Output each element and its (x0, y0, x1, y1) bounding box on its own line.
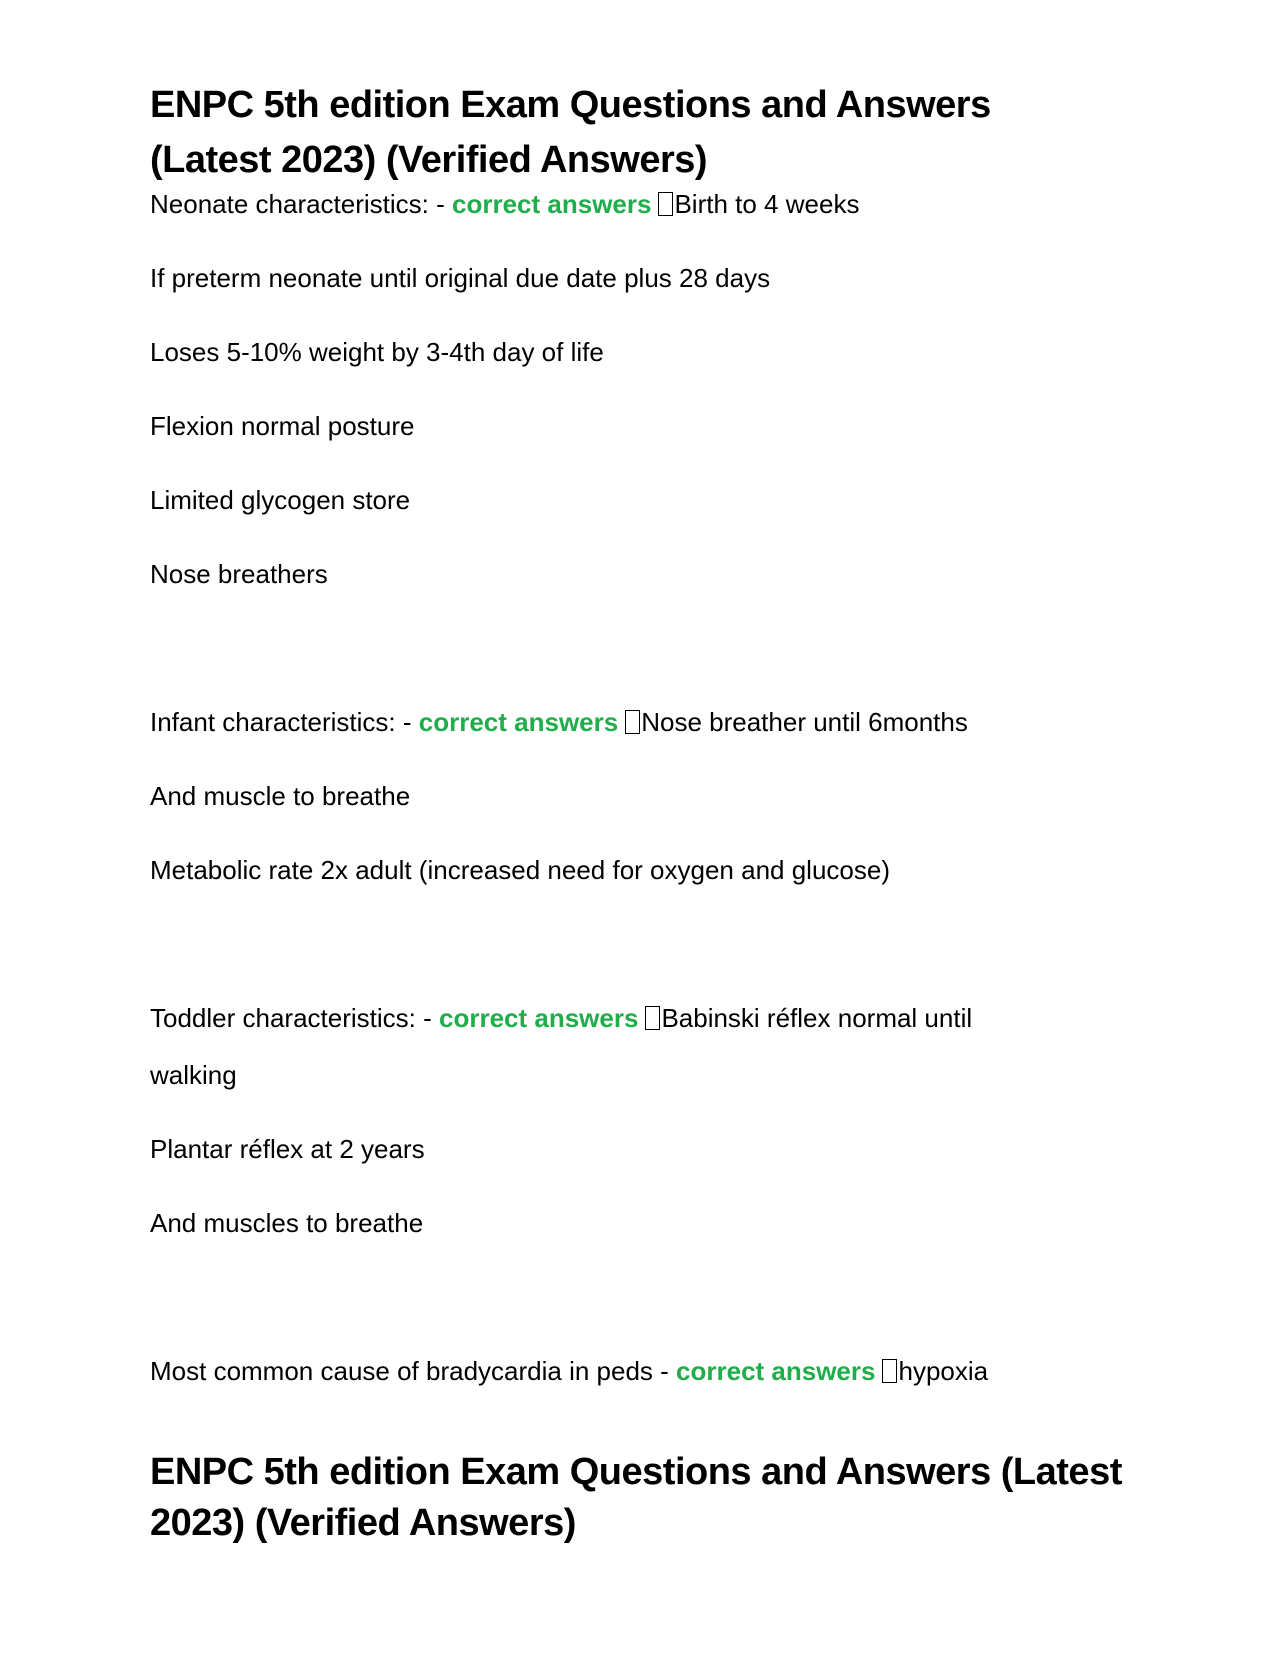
answer-line: Loses 5-10% weight by 3-4th day of life (150, 337, 604, 367)
missing-glyph-box-icon (658, 192, 673, 216)
missing-glyph-box-icon (625, 710, 640, 734)
document-title: ENPC 5th edition Exam Questions and Answers (Latest 2023) (Verified Answers) (150, 84, 991, 181)
correct-answers-label: correct answers (418, 707, 619, 737)
answer-text: Birth to 4 weeks (674, 189, 860, 219)
answer-line: And muscle to breathe (150, 781, 411, 811)
question-text: Most common cause of bradycardia in peds - (150, 1356, 677, 1386)
answer-line: If preterm neonate until original due date plus 28 days (150, 263, 771, 293)
missing-glyph-box-icon (882, 1359, 897, 1383)
question-text: Toddler characteristics: - (150, 1003, 439, 1033)
correct-answers-label: correct answers (452, 189, 652, 219)
answer-line: Plantar réflex at 2 years (150, 1134, 425, 1164)
qa-neonate (150, 187, 859, 221)
answer-text: hypoxia (898, 1356, 989, 1386)
qa-toddler (150, 1001, 972, 1035)
answer-line: Flexion normal posture (150, 411, 415, 441)
answer-text: Babinski réflex normal until (661, 1003, 973, 1033)
answer-text: Nose breather until 6months (641, 707, 968, 737)
question-text: Infant characteristics: - (150, 707, 419, 737)
question-text: Neonate characteristics: - (150, 189, 453, 219)
document-footer-title: ENPC 5th edition Exam Questions and Answers (Latest 2023) (Verified Answers) (150, 1451, 1122, 1544)
qa-bradycardia (150, 1354, 988, 1388)
qa-infant (150, 705, 968, 739)
missing-glyph-box-icon (645, 1006, 660, 1030)
correct-answers-label: correct answers (438, 1003, 639, 1033)
answer-line: walking (150, 1060, 237, 1090)
answer-line: And muscles to breathe (150, 1208, 424, 1238)
answer-line: Limited glycogen store (150, 485, 411, 515)
answer-line: Metabolic rate 2x adult (increased need for oxygen and glucose) (150, 855, 890, 885)
correct-answers-label: correct answers (676, 1356, 876, 1386)
answer-line: Nose breathers (150, 559, 328, 589)
